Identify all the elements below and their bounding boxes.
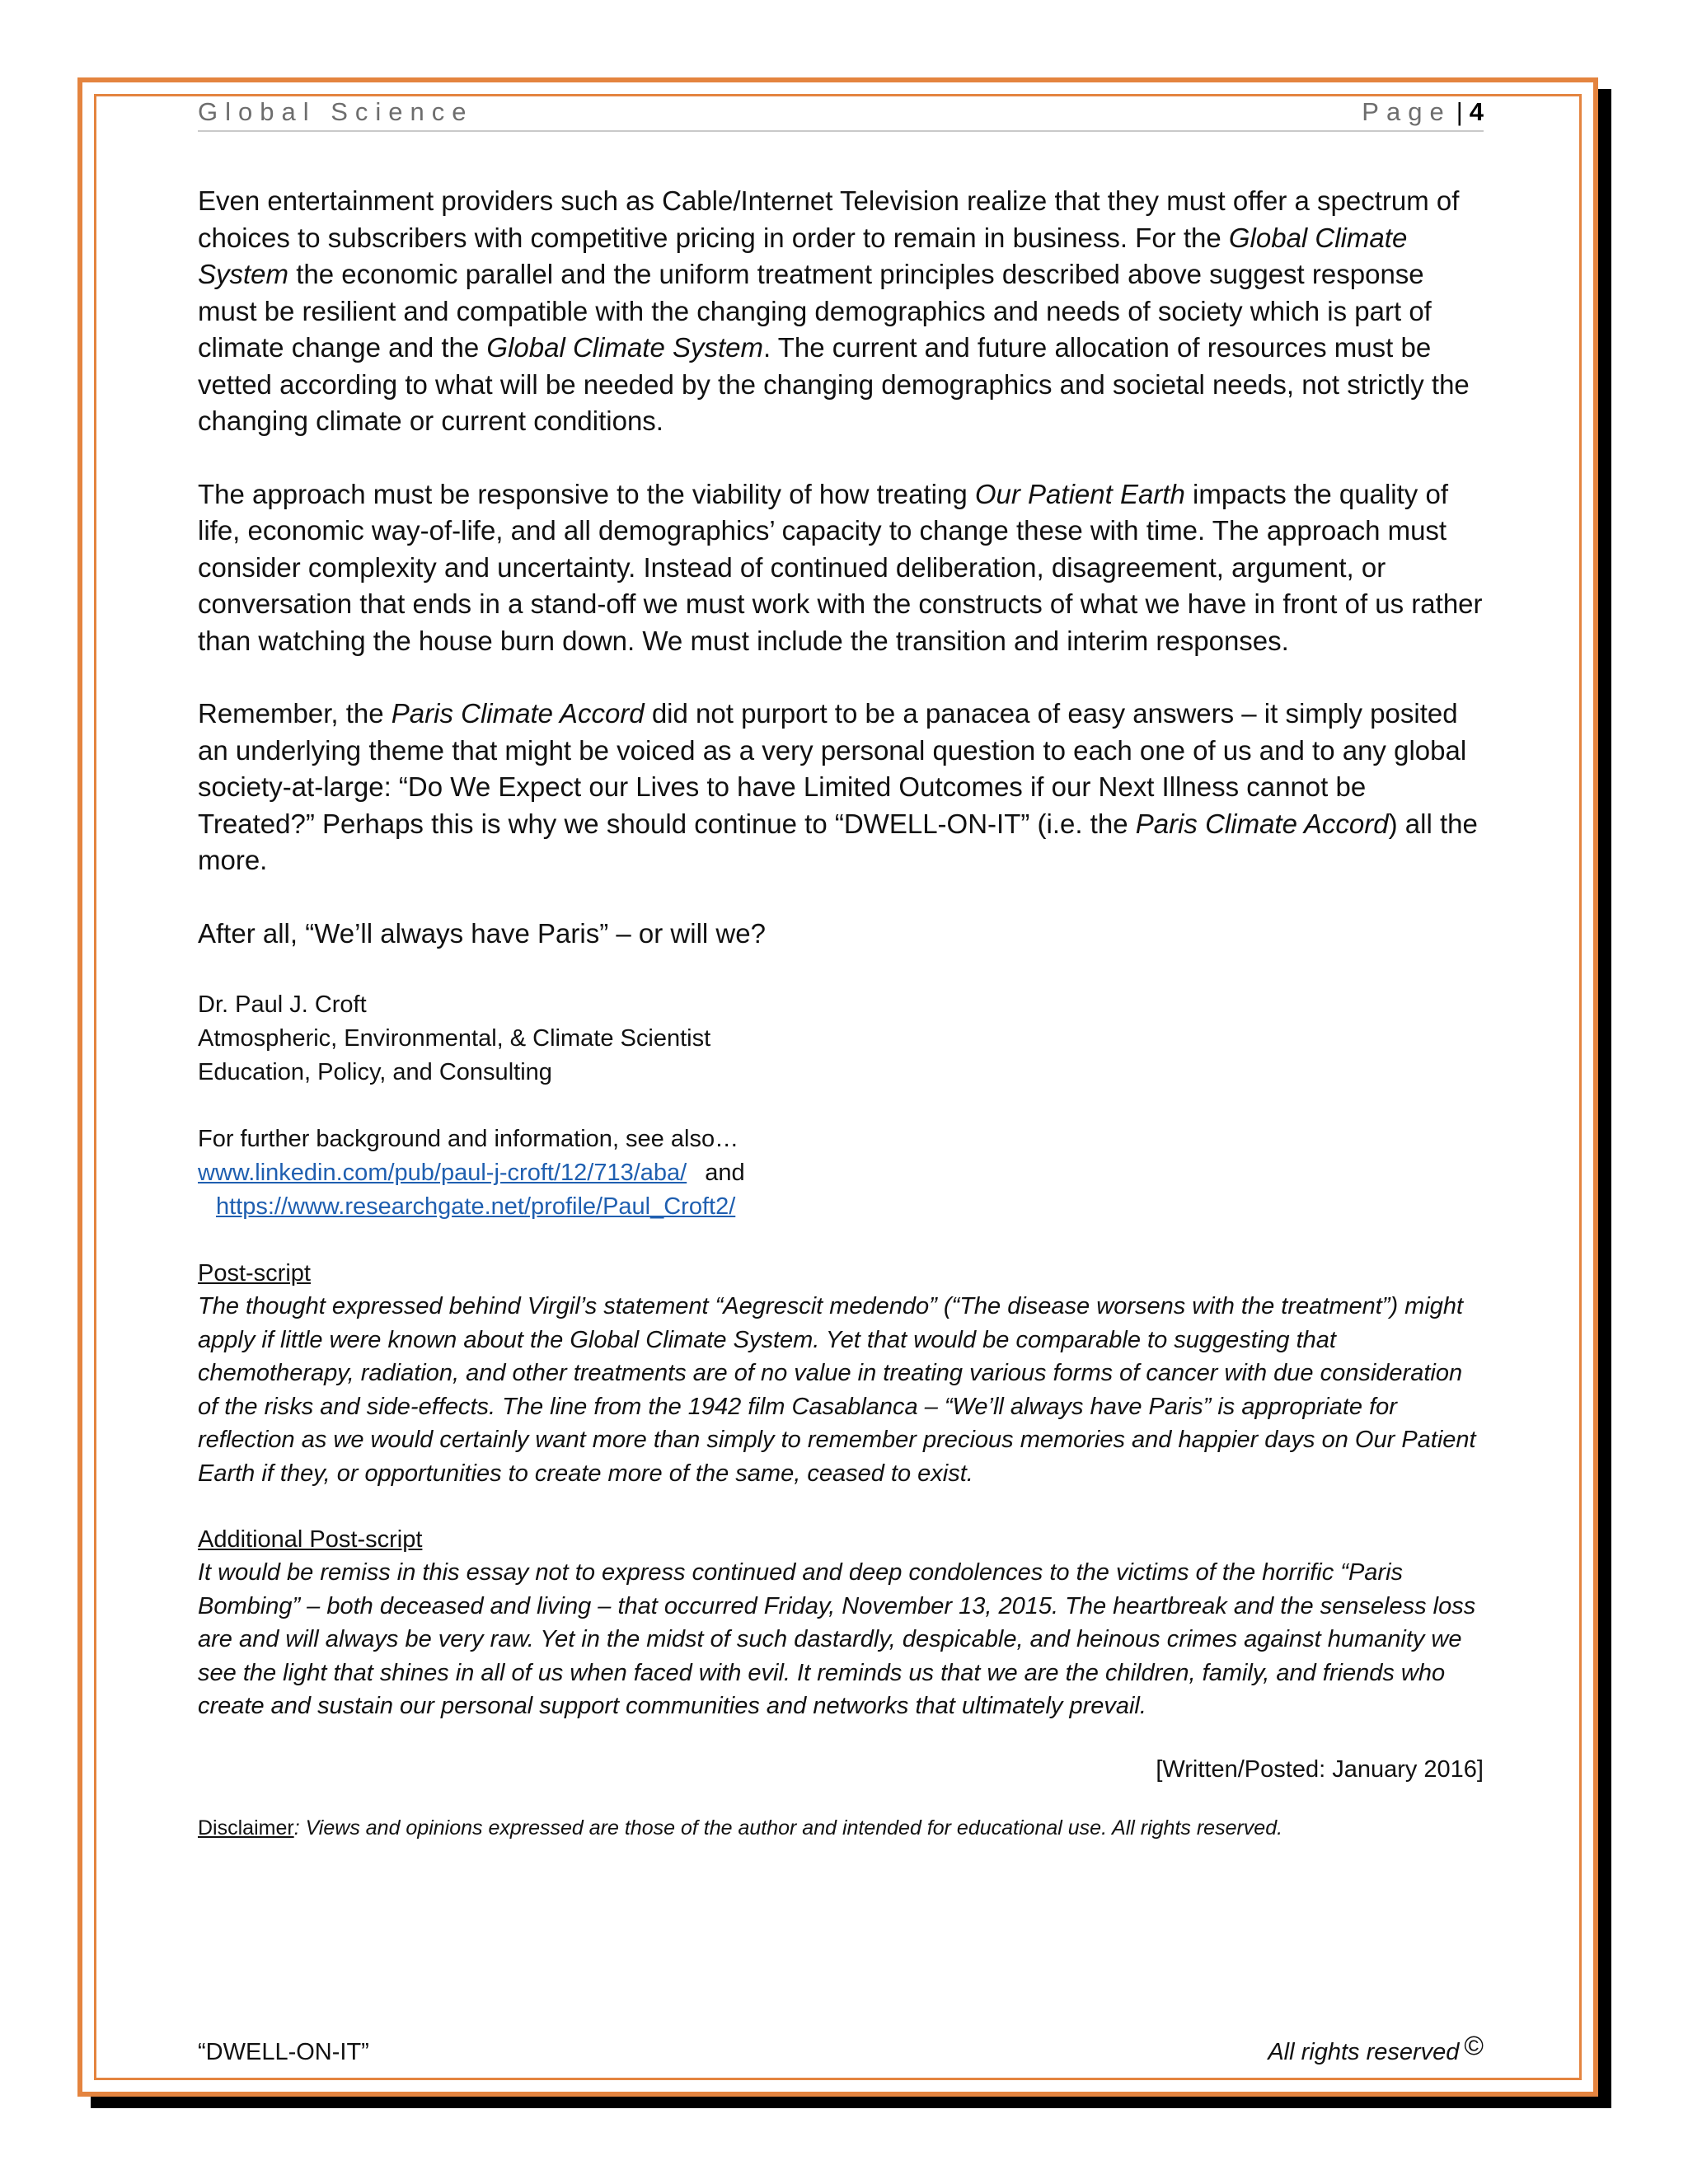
header-page (1362, 97, 1484, 127)
footer-left: “DWELL-ON-IT” (198, 2039, 369, 2065)
and-text: and (705, 1160, 745, 1186)
page-separator: | (1456, 97, 1463, 126)
written-date: [Written/Posted: January 2016] (1156, 1755, 1484, 1783)
page-number: 4 (1469, 97, 1484, 126)
page-label: Page (1362, 97, 1451, 126)
header-title: Global Science (198, 97, 474, 126)
additional-postscript-title: Additional Post-script (198, 1526, 423, 1553)
footer-rights-text: All rights reserved (1268, 2039, 1460, 2065)
paragraph-3: Remember, the Paris Climate Accord did not purport to be a panacea of easy answers – it simply posited an underlying theme that might be voiced as a very personal question to each one of us and to any global society-at-large: “Do We Expect our Lives to have Limited Outcomes if our Next Illness cannot be Treated?” Perhaps this is why we should continue to “DWELL-ON-IT” (i.e. the Paris Climate Accord) all the more. (198, 698, 1478, 875)
author-title: Atmospheric, Environmental, & Climate Scientist (198, 1025, 711, 1052)
postscript-text: The thought expressed behind Virgil’s statement “Aegrescit medendo” (“The disease worsens with the treatment”) might apply if little were known about the Global Climate System. Yet that would be comparable to suggesting that chemotherapy, radiation, and other treatments are of no value in treating various forms of cancer with due consideration of the risks and side-effects. The line from the 1942 film Casablanca – “We’ll always have Paris” is appropriate for reflection as we would certainly want more than simply to remember precious memories and happier days on Our Patient Earth if they, or opportunities to create more of the same, ceased to exist. (198, 1293, 1476, 1487)
paragraph-2: The approach must be responsive to the viability of how treating Our Patient Earth impacts the quality of life, economic way-of-life, and all demographics’ capacity to change these with time. The approach must consider complexity and uncertainty. Instead of continued deliberation, disagreement, argument, or conversation that ends in a stand-off we must work with the constructs of what we have in front of us rather than watching the house burn down. We must include the transition and interim responses. (198, 478, 1483, 656)
further-info (198, 1122, 1484, 1224)
disclaimer-text: : Views and opinions expressed are those of the author and intended for educational use. All rights reserved. (293, 1816, 1283, 1840)
author-role: Education, Policy, and Consulting (198, 1059, 552, 1085)
disclaimer-label: Disclaimer (198, 1816, 294, 1840)
researchgate-link[interactable]: https://www.researchgate.net/profile/Paul_Croft2/ (216, 1193, 736, 1220)
author-signature (198, 988, 1484, 1090)
disclaimer (198, 1816, 1484, 1840)
copyright-icon: © (1464, 2031, 1484, 2060)
postscript-title: Post-script (198, 1260, 311, 1286)
footer-right (1268, 2031, 1484, 2066)
paragraph-1: Even entertainment providers such as Cable/Internet Television realize that they must offer a spectrum of choices to subscribers with competitive pricing in order to remain in business. For the Global Climate System the economic parallel and the uniform treatment principles described above suggest response must be resilient and compatible with the changing demographics and needs of society which is part of climate change and the Global Climate System. The current and future allocation of resources must be vetted according to what will be needed by the changing demographics and societal needs, not strictly the changing climate or current conditions. (198, 185, 1470, 436)
page-header (198, 97, 1484, 132)
page-footer (198, 2031, 1484, 2066)
linkedin-link[interactable]: www.linkedin.com/pub/paul-j-croft/12/713/aba/ (198, 1160, 687, 1186)
page-content (198, 97, 1484, 1840)
additional-postscript-text: It would be remiss in this essay not to express continued and deep condolences to the victims of the horrific “Paris Bombing” – both deceased and living – that occurred Friday, November 13, 2015. The heartbreak and the senseless loss are and will always be very raw. Yet in the midst of such dastardly, despicable, and heinous crimes against humanity we see the light that shines in all of us when faced with evil. It reminds us that we are the children, family, and friends who create and sustain our personal support communities and networks that ultimately prevail. (198, 1559, 1476, 1719)
author-name: Dr. Paul J. Croft (198, 991, 367, 1018)
further-info-intro: For further background and information, see also… (198, 1126, 739, 1152)
paragraph-4: After all, “We’ll always have Paris” – or will we? (198, 917, 766, 949)
